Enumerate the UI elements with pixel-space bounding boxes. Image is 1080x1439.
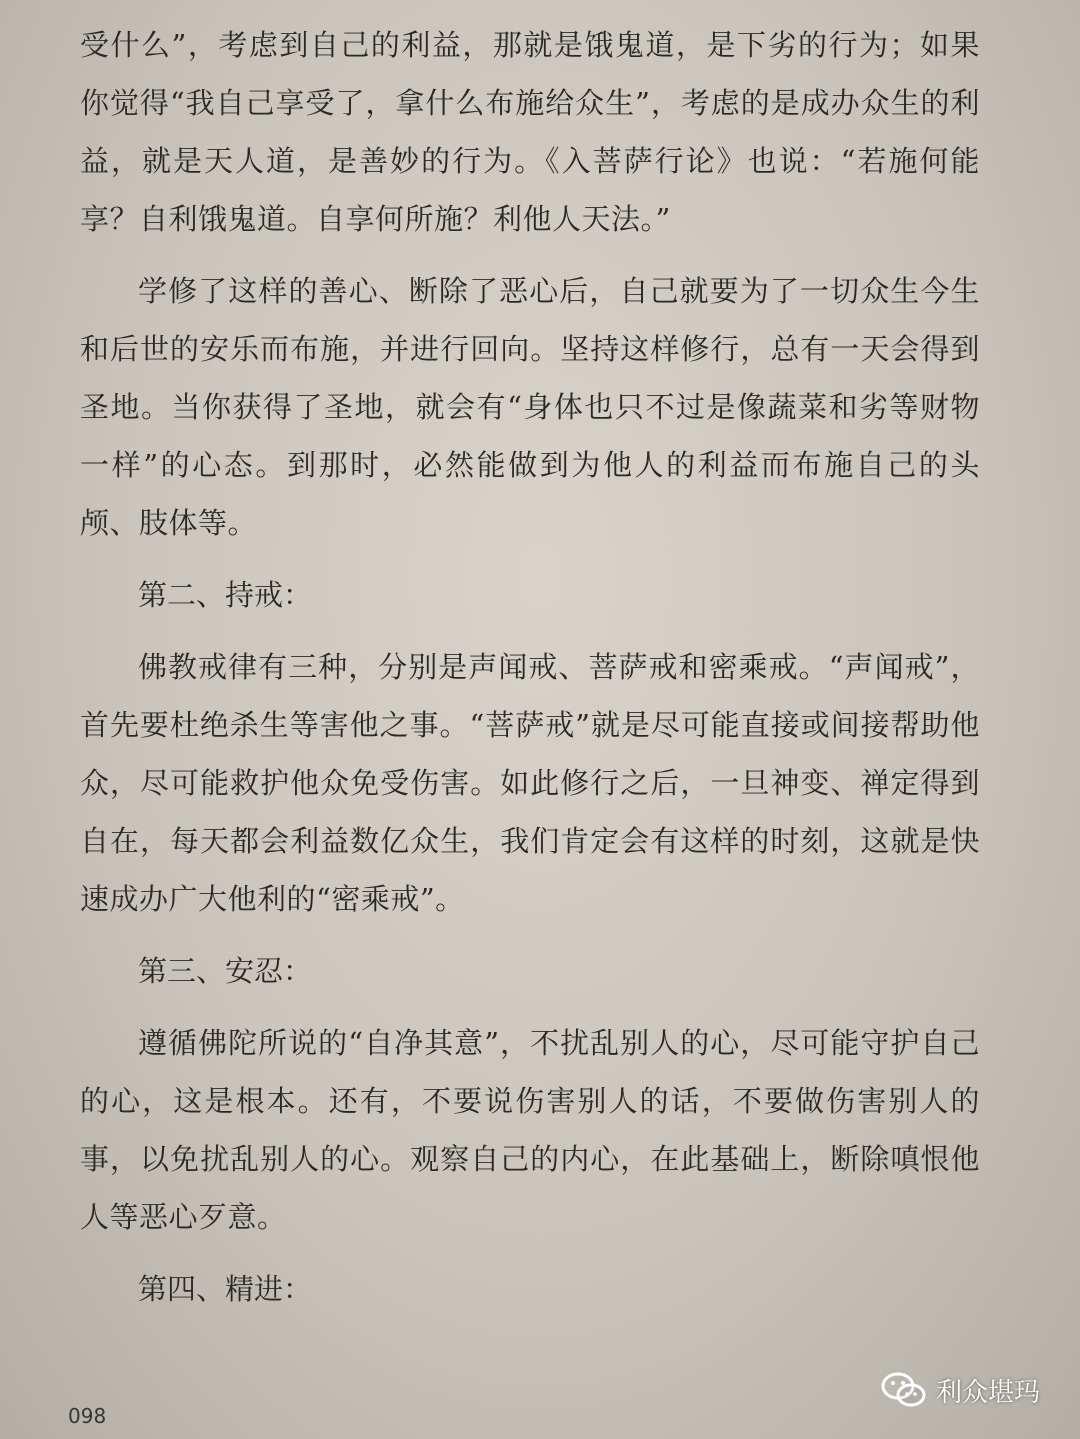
- paragraph-1: 受什么”，考虑到自己的利益，那就是饿鬼道，是下劣的行为；如果你觉得“我自己享受了，拿什么布施给众生”，考虑的是成办众生的利益，就是天人道，是善妙的行为。《入菩萨行论》也说：“若施何能享？自利饿鬼道。自享何所施？利他人天法。”: [80, 28, 980, 236]
- paragraph-2: 学修了这样的善心、断除了恶心后，自己就要为了一切众生今生和后世的安乐而布施，并进行回向。坚持这样修行，总有一天会得到圣地。当你获得了圣地，就会有“身体也只不过是像蔬菜和劣等财物一样”的心态。到那时，必然能做到为他人的利益而布施自己的头颅、肢体等。: [80, 274, 980, 540]
- paragraph-precepts: 佛教戒律有三种，分别是声闻戒、菩萨戒和密乘戒。“声闻戒”，首先要杜绝杀生等害他之事。“菩萨戒”就是尽可能直接或间接帮助他众，尽可能救护他众免受伤害。如此修行之后，一旦神变、禅定得到自在，每天都会利益数亿众生，我们肯定会有这样的时刻，这就是快速成办广大他利的“密乘戒”。: [80, 650, 980, 916]
- watermark: [880, 1370, 1040, 1410]
- page-number: 098: [68, 1404, 107, 1428]
- paragraph-patience: 遵循佛陀所说的“自净其意”，不扰乱别人的心，尽可能守护自己的心，这是根本。还有，不要说伤害别人的话，不要做伤害别人的事，以免扰乱别人的心。观察自己的内心，在此基础上，断除嗔恨他人等恶心歹意。: [80, 1026, 980, 1234]
- wechat-icon: [880, 1370, 928, 1410]
- watermark-text: 利众堪玛: [936, 1377, 1041, 1408]
- section-heading-diligence: 第四、精进：: [138, 1272, 313, 1306]
- section-heading-patience: 第三、安忍：: [138, 954, 313, 988]
- body-text: [80, 16, 980, 1318]
- section-heading-precepts: 第二、持戒：: [138, 578, 313, 612]
